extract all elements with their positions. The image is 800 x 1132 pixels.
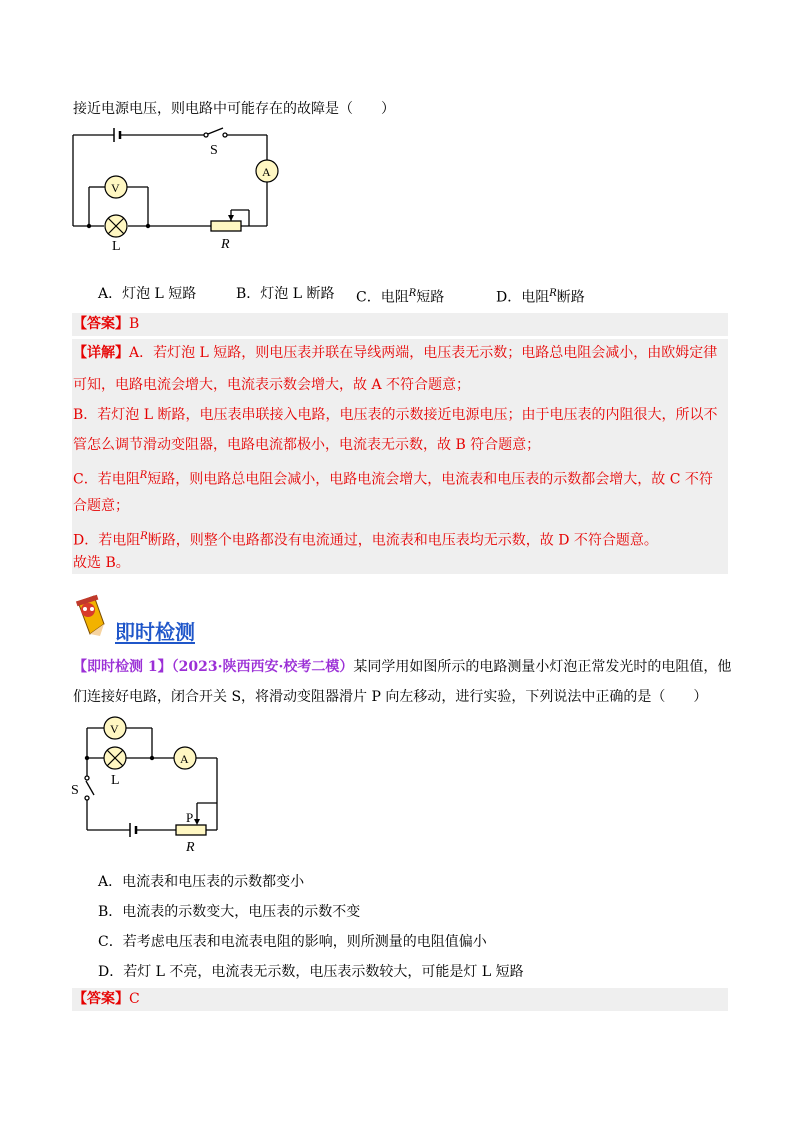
option-c: C．电阻$^R$短路	[356, 288, 445, 306]
answer-line: 【答案】C	[73, 991, 140, 1007]
answer-box	[72, 313, 728, 336]
svg-text:V: V	[111, 181, 120, 195]
circuit-diagram-2	[62, 710, 232, 855]
svg-text:L: L	[112, 239, 121, 254]
question-stem: 接近电源电压，则电路中可能存在的故障是（ ）	[73, 101, 395, 117]
detail-line-2: 可知，电路电流会增大，电流表示数会增大，故 A 不符合题意；	[73, 377, 471, 393]
option-a: A．电流表和电压表的示数都变小	[98, 874, 305, 890]
svg-text:S: S	[210, 143, 218, 158]
svg-text:S: S	[71, 783, 79, 798]
svg-text:L: L	[111, 773, 120, 788]
question-2-stem-line-1: 【即时检测 1】（2023·陕西西安·校考二模）某同学用如图所示的电路测量小灯泡正常发光时的电阻值，他	[73, 659, 732, 675]
detail-line-6: 合题意；	[73, 498, 129, 514]
option-a: A．灯泡 L 短路	[98, 286, 197, 302]
svg-text:V: V	[110, 722, 119, 736]
option-c: C．若考虑电压表和电流表电阻的影响，则所测量的电阻值偏小	[98, 934, 487, 950]
detail-line-7: D．若电阻$^R$断路，则整个电路都没有电流通过，电流表和电压表均无示数，故 D 不符合题意。	[73, 531, 658, 549]
detail-line-1: 【详解】A．若灯泡 L 短路，则电压表并联在导线两端，电压表无示数；电路总电阻会减小，由欧姆定律	[73, 345, 718, 361]
option-d: D．电阻$^R$断路	[496, 288, 585, 306]
svg-text:A: A	[262, 165, 271, 179]
option-b: B．灯泡 L 断路	[236, 286, 335, 302]
option-d: D．若灯 L 不亮，电流表无示数，电压表示数较大，可能是灯 L 短路	[98, 964, 524, 980]
svg-text:R: R	[221, 237, 230, 252]
detail-line-4: 管怎么调节滑动变阻器，电路电流都极小，电流表无示数，故 B 符合题意；	[73, 437, 541, 453]
option-b: B．电流表的示数变大，电压表的示数不变	[98, 904, 361, 920]
answer-line: 【答案】B	[73, 316, 140, 332]
question-2-stem-line-2: 们连接好电路，闭合开关 S，将滑动变阻器滑片 P 向左移动，进行实验，下列说法中正确的是（ ）	[73, 689, 708, 705]
circuit-diagram-1	[60, 124, 300, 254]
lamp-icon	[105, 215, 127, 237]
detail-line-5: C．若电阻$^R$短路，则电路总电阻会减小，电路电流会增大，电流表和电压表的示数都会增大，故 C 不符	[73, 470, 713, 488]
svg-text:A: A	[180, 752, 189, 766]
section-title: 即时检测	[115, 620, 195, 644]
pencil-mascot-icon	[70, 592, 112, 638]
svg-text:P: P	[186, 810, 194, 825]
svg-text:R: R	[186, 840, 195, 855]
detail-line-3: B．若灯泡 L 断路，电压表串联接入电路，电压表的示数接近电源电压；由于电压表的内阻很大，所以不	[73, 407, 718, 423]
lamp-icon	[104, 747, 126, 769]
detail-line-8: 故选 B。	[73, 555, 130, 571]
answer-box	[72, 988, 728, 1011]
